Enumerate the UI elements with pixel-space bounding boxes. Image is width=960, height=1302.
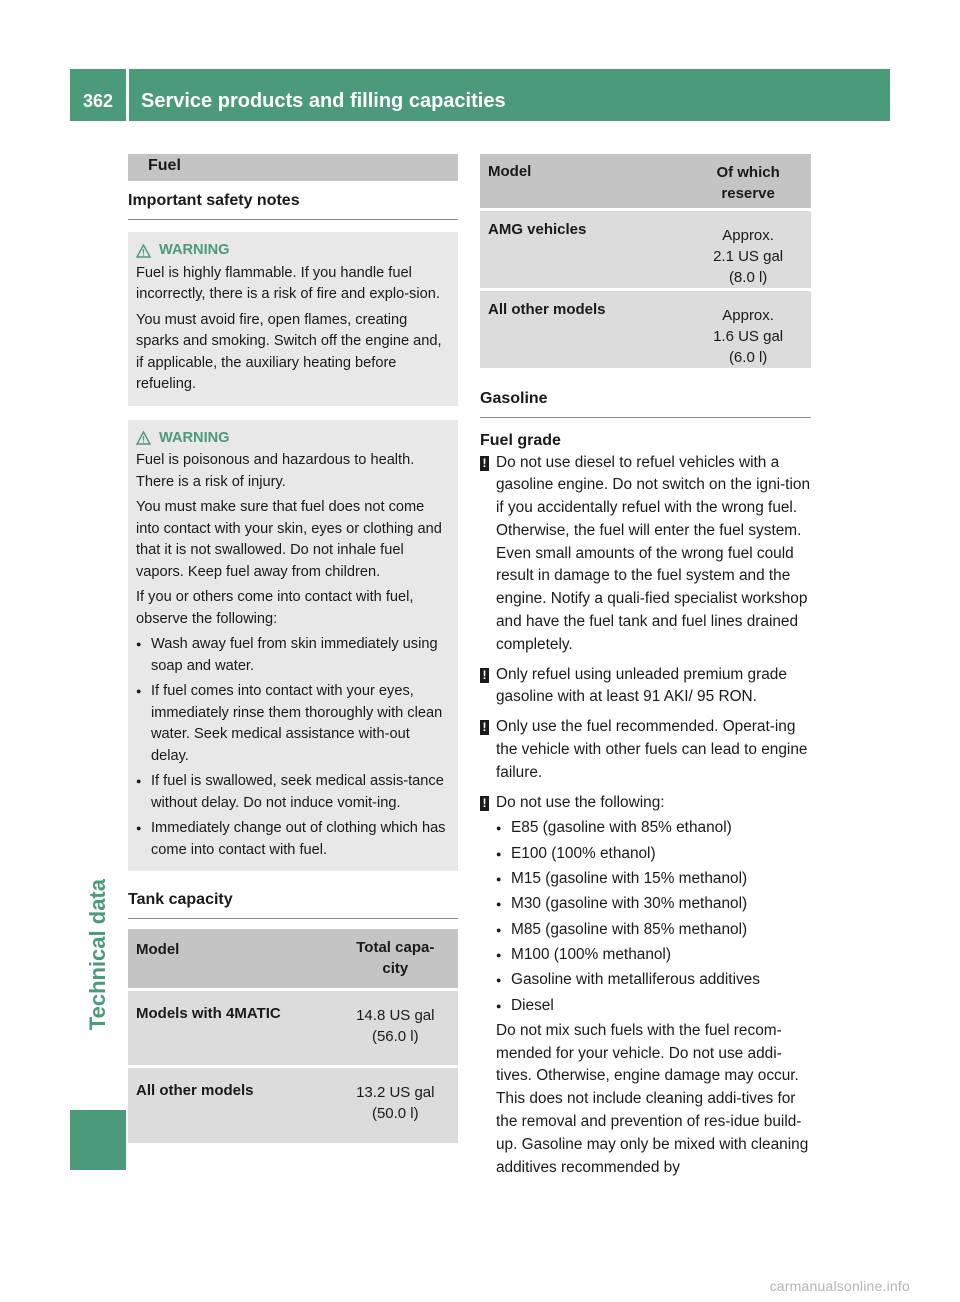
column-header-total-capacity: Total capa- city: [333, 929, 458, 989]
list-item: ● Diesel: [496, 995, 811, 1018]
column-header-model: Model: [480, 154, 685, 209]
list-item: ● Immediately change out of clothing which has come into contact with fuel.: [136, 818, 450, 861]
tank-capacity-table: [128, 929, 458, 1143]
list-item: ● E100 (100% ethanol): [496, 843, 811, 866]
chapter-label: Technical data: [85, 878, 110, 1030]
additives-paragraph: Do not mix such fuels with the fuel recom-mended for your vehicle. Do not use addi-tives. Otherwise, engine damage may occur. This does not include cleaning addi-tives for the removal and prevention of res-idue build-up. Gasoline may only be mixed with cleaning additives recommended by: [496, 1021, 809, 1176]
warning-triangle-icon: [136, 431, 151, 445]
list-item: ● If fuel is swallowed, seek medical assis-tance without delay. Do not induce vomit-ing.: [136, 771, 450, 814]
exclamation-icon: !: [480, 456, 489, 471]
exclamation-icon: !: [480, 668, 489, 683]
prohibited-fuels: [480, 817, 811, 1179]
warning-triangle-icon: [136, 244, 151, 258]
list-item: ● M85 (gasoline with 85% methanol): [496, 919, 811, 942]
tank-capacity-heading: Tank capacity: [128, 871, 458, 919]
warning-paragraph: If you or others come into contact with fuel, observe the following:: [136, 589, 414, 627]
gasoline-heading: Gasoline: [480, 368, 811, 418]
warning-box-flammable: [128, 232, 458, 406]
watermark: carmanualsonline.info: [769, 1278, 910, 1294]
table-row: Models with 4MATIC 14.8 US gal (56.0 l): [128, 989, 458, 1066]
warning-title: WARNING: [136, 428, 450, 450]
table-row: All other models Approx. 1.6 US gal (6.0 l): [480, 289, 811, 368]
section-title: Service products and filling capacities: [129, 69, 890, 121]
warning-title: WARNING: [136, 240, 450, 262]
right-column: [480, 154, 811, 1179]
chapter-marker: [70, 1110, 126, 1170]
page-number: 362: [70, 69, 126, 121]
table-row: AMG vehicles Approx. 2.1 US gal (8.0 l): [480, 209, 811, 289]
notice-unleaded: ! Only refuel using unleaded premium grade gasoline with at least 91 AKI/ 95 RON.: [480, 664, 811, 710]
page-header: [70, 69, 890, 121]
column-header-model: Model: [128, 929, 333, 989]
list-item: ● Wash away fuel from skin immediately using soap and water.: [136, 634, 450, 677]
left-column: [128, 154, 458, 1143]
reserve-table: [480, 154, 811, 368]
safety-notes-heading: Important safety notes: [128, 181, 458, 220]
prohibited-fuels-list: [496, 817, 811, 1017]
exclamation-icon: !: [480, 796, 489, 811]
first-aid-list: [136, 634, 450, 861]
column-header-reserve: Of which reserve: [685, 154, 811, 209]
warning-box-poisonous: [128, 420, 458, 872]
list-item: ● If fuel comes into contact with your eyes, immediately rinse them thoroughly with clean water. Seek medical assistance with-out delay.: [136, 681, 450, 767]
notice-diesel: ! Do not use diesel to refuel vehicles with a gasoline engine. Do not switch on the igni-tion if you accidentally refuel with the wrong fuel. Otherwise, the fuel will enter the fuel system. Even small amounts of the wrong fuel could result in damage to the fuel system and the engine. Notify a quali-fied specialist workshop and have the fuel tank and fuel lines drained completely.: [480, 452, 811, 657]
fuel-grade-heading: Fuel grade: [480, 431, 561, 449]
chapter-side-tab: [70, 130, 126, 1170]
warning-paragraph: You must avoid fire, open flames, creating sparks and smoking. Switch off the engine and, if applicable, the auxiliary heating before refueling.: [136, 311, 442, 392]
list-item: ● M30 (gasoline with 30% methanol): [496, 893, 811, 916]
fuel-heading: Fuel: [128, 154, 458, 181]
warning-paragraph: Fuel is highly flammable. If you handle fuel incorrectly, there is a risk of fire and explo-sion.: [136, 264, 440, 302]
warning-paragraph: You must make sure that fuel does not come into contact with your skin, eyes or clothing and that it is not swallowed. Do not inhale fuel vapors. Keep fuel away from children.: [136, 499, 442, 580]
list-item: ● E85 (gasoline with 85% ethanol): [496, 817, 811, 840]
exclamation-icon: !: [480, 720, 489, 735]
table-row: All other models 13.2 US gal (50.0 l): [128, 1066, 458, 1143]
notice-do-not-use: ! Do not use the following:: [480, 792, 811, 815]
notice-recommended-fuel: ! Only use the fuel recommended. Operat-ing the vehicle with other fuels can lead to engine failure.: [480, 716, 811, 784]
list-item: ● Gasoline with metalliferous additives: [496, 969, 811, 992]
list-item: ● M100 (100% methanol): [496, 944, 811, 967]
list-item: ● M15 (gasoline with 15% methanol): [496, 868, 811, 891]
warning-paragraph: Fuel is poisonous and hazardous to health. There is a risk of injury.: [136, 452, 415, 490]
